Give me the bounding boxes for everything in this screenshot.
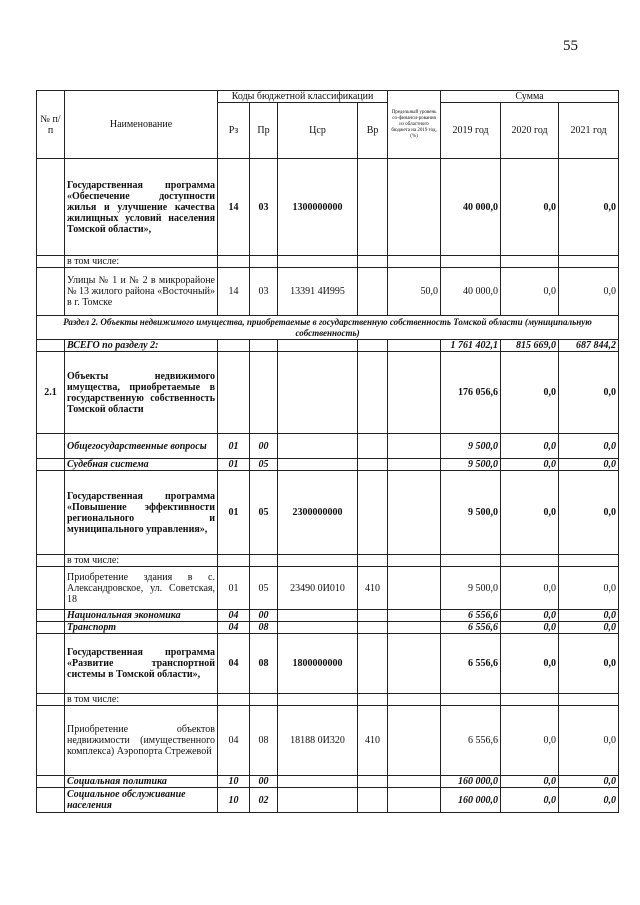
header-name: Наименование bbox=[65, 91, 218, 159]
row-vr: 410 bbox=[358, 706, 388, 776]
header-csr: Цср bbox=[278, 103, 358, 159]
row-level: 50,0 bbox=[388, 268, 441, 316]
section-title: Раздел 2. Объекты недвижимого имущества, приобретаемые в государственную собственность Томской области (муниципальную собственность) bbox=[37, 316, 619, 340]
row-pr: 08 bbox=[250, 622, 278, 634]
table-row bbox=[37, 610, 619, 622]
row-rz: 01 bbox=[218, 471, 250, 555]
row-2019: 1 761 402,1 bbox=[441, 340, 501, 352]
table-row bbox=[37, 634, 619, 694]
row-rz: 04 bbox=[218, 706, 250, 776]
row-2021: 0,0 bbox=[559, 159, 619, 256]
table-row bbox=[37, 159, 619, 256]
row-2021: 0,0 bbox=[559, 622, 619, 634]
row-2021: 0,0 bbox=[559, 352, 619, 434]
row-2019: 9 500,0 bbox=[441, 434, 501, 459]
header-2020: 2020 год bbox=[501, 103, 559, 159]
row-level bbox=[388, 159, 441, 256]
header-num: № п/п bbox=[37, 91, 65, 159]
table-row bbox=[37, 567, 619, 610]
row-2021: 0,0 bbox=[559, 567, 619, 610]
row-name: Государственная программа «Повышение эффективности регионального и муниципального управления», bbox=[65, 471, 218, 555]
table-row bbox=[37, 352, 619, 434]
table-row bbox=[37, 471, 619, 555]
header-2019: 2019 год bbox=[441, 103, 501, 159]
row-2020: 0,0 bbox=[501, 622, 559, 634]
table-row bbox=[37, 776, 619, 788]
row-name: Улицы № 1 и № 2 в микрорайоне № 13 жилого района «Восточный» в г. Томске bbox=[65, 268, 218, 316]
row-2020: 0,0 bbox=[501, 706, 559, 776]
row-name: Приобретение здания в с. Александровское, ул. Советская, 18 bbox=[65, 567, 218, 610]
row-2021: 0,0 bbox=[559, 706, 619, 776]
row-num: 2.1 bbox=[37, 352, 65, 434]
row-name: Судебная система bbox=[65, 459, 218, 471]
row-pr: 05 bbox=[250, 459, 278, 471]
row-rz: 10 bbox=[218, 776, 250, 788]
row-2019: 6 556,6 bbox=[441, 610, 501, 622]
table-row bbox=[37, 434, 619, 459]
row-2019: 160 000,0 bbox=[441, 788, 501, 813]
row-2020: 0,0 bbox=[501, 352, 559, 434]
row-pr: 03 bbox=[250, 268, 278, 316]
row-2020: 0,0 bbox=[501, 434, 559, 459]
row-rz: 10 bbox=[218, 788, 250, 813]
row-2021: 0,0 bbox=[559, 610, 619, 622]
row-rz: 01 bbox=[218, 459, 250, 471]
row-rz: 14 bbox=[218, 159, 250, 256]
table-row bbox=[37, 256, 619, 268]
row-2020: 0,0 bbox=[501, 776, 559, 788]
row-name: Национальная экономика bbox=[65, 610, 218, 622]
header-rz: Рз bbox=[218, 103, 250, 159]
row-name: ВСЕГО по разделу 2: bbox=[65, 340, 218, 352]
row-2019: 160 000,0 bbox=[441, 776, 501, 788]
row-csr: 1800000000 bbox=[278, 634, 358, 694]
header-level: Предельный уровень со-финанси-рования из областного бюджета на 2019 год, (%) bbox=[388, 91, 441, 159]
row-csr: 2300000000 bbox=[278, 471, 358, 555]
row-2020: 0,0 bbox=[501, 459, 559, 471]
row-pr: 03 bbox=[250, 159, 278, 256]
row-name: Социальная политика bbox=[65, 776, 218, 788]
row-2019: 9 500,0 bbox=[441, 459, 501, 471]
row-name: Приобретение объектов недвижимости (имущественного комплекса) Аэропорта Стрежевой bbox=[65, 706, 218, 776]
row-2020: 0,0 bbox=[501, 610, 559, 622]
row-csr: 13391 4И995 bbox=[278, 268, 358, 316]
row-2019: 6 556,6 bbox=[441, 622, 501, 634]
table-row bbox=[37, 268, 619, 316]
row-rz: 04 bbox=[218, 610, 250, 622]
row-pr: 05 bbox=[250, 567, 278, 610]
row-rz: 01 bbox=[218, 567, 250, 610]
row-vr bbox=[358, 159, 388, 256]
row-2021: 0,0 bbox=[559, 634, 619, 694]
header-vr: Вр bbox=[358, 103, 388, 159]
row-2019: 6 556,6 bbox=[441, 706, 501, 776]
row-2020: 0,0 bbox=[501, 471, 559, 555]
row-name: Государственная программа «Развитие транспортной системы в Томской области», bbox=[65, 634, 218, 694]
header-2021: 2021 год bbox=[559, 103, 619, 159]
row-2020: 0,0 bbox=[501, 159, 559, 256]
header-sum: Сумма bbox=[441, 91, 619, 103]
row-pr: 08 bbox=[250, 706, 278, 776]
row-csr: 1300000000 bbox=[278, 159, 358, 256]
total-row bbox=[37, 340, 619, 352]
table-row bbox=[37, 788, 619, 813]
row-rz: 04 bbox=[218, 634, 250, 694]
row-name: Государственная программа «Обеспечение доступности жилья и улучшение качества жилищных условий населения Томской области», bbox=[65, 159, 218, 256]
row-2021: 0,0 bbox=[559, 776, 619, 788]
row-name: в том числе: bbox=[65, 555, 218, 567]
table-row bbox=[37, 706, 619, 776]
row-2020: 0,0 bbox=[501, 268, 559, 316]
row-name: Общегосударственные вопросы bbox=[65, 434, 218, 459]
row-pr: 08 bbox=[250, 634, 278, 694]
row-2020: 0,0 bbox=[501, 788, 559, 813]
row-2019: 9 500,0 bbox=[441, 567, 501, 610]
row-2020: 0,0 bbox=[501, 634, 559, 694]
row-pr: 00 bbox=[250, 434, 278, 459]
row-rz: 14 bbox=[218, 268, 250, 316]
header-pr: Пр bbox=[250, 103, 278, 159]
row-vr: 410 bbox=[358, 567, 388, 610]
row-2019: 40 000,0 bbox=[441, 159, 501, 256]
row-2021: 0,0 bbox=[559, 434, 619, 459]
page-number: 55 bbox=[563, 38, 578, 54]
row-pr: 00 bbox=[250, 776, 278, 788]
row-2021: 0,0 bbox=[559, 788, 619, 813]
row-vr bbox=[358, 268, 388, 316]
row-2021: 0,0 bbox=[559, 268, 619, 316]
row-rz: 01 bbox=[218, 434, 250, 459]
row-2020: 815 669,0 bbox=[501, 340, 559, 352]
table-row bbox=[37, 459, 619, 471]
row-name: в том числе: bbox=[65, 256, 218, 268]
row-2019: 40 000,0 bbox=[441, 268, 501, 316]
table-row bbox=[37, 555, 619, 567]
row-2021: 687 844,2 bbox=[559, 340, 619, 352]
row-pr: 02 bbox=[250, 788, 278, 813]
row-csr: 23490 0И010 bbox=[278, 567, 358, 610]
section-row bbox=[37, 316, 619, 340]
header-row-1 bbox=[37, 91, 619, 103]
row-csr: 18188 0И320 bbox=[278, 706, 358, 776]
row-name: в том числе: bbox=[65, 694, 218, 706]
table-row bbox=[37, 622, 619, 634]
table-row bbox=[37, 694, 619, 706]
budget-table bbox=[36, 90, 619, 813]
row-rz: 04 bbox=[218, 622, 250, 634]
row-name: Объекты недвижимого имущества, приобретаемые в государственную собственность Томской области bbox=[65, 352, 218, 434]
row-2021: 0,0 bbox=[559, 459, 619, 471]
row-2019: 9 500,0 bbox=[441, 471, 501, 555]
row-pr: 05 bbox=[250, 471, 278, 555]
header-codes: Коды бюджетной классификации bbox=[218, 91, 388, 103]
row-2019: 6 556,6 bbox=[441, 634, 501, 694]
row-2021: 0,0 bbox=[559, 471, 619, 555]
row-2019: 176 056,6 bbox=[441, 352, 501, 434]
row-name: Социальное обслуживание населения bbox=[65, 788, 218, 813]
row-2020: 0,0 bbox=[501, 567, 559, 610]
row-pr: 00 bbox=[250, 610, 278, 622]
row-name: Транспорт bbox=[65, 622, 218, 634]
